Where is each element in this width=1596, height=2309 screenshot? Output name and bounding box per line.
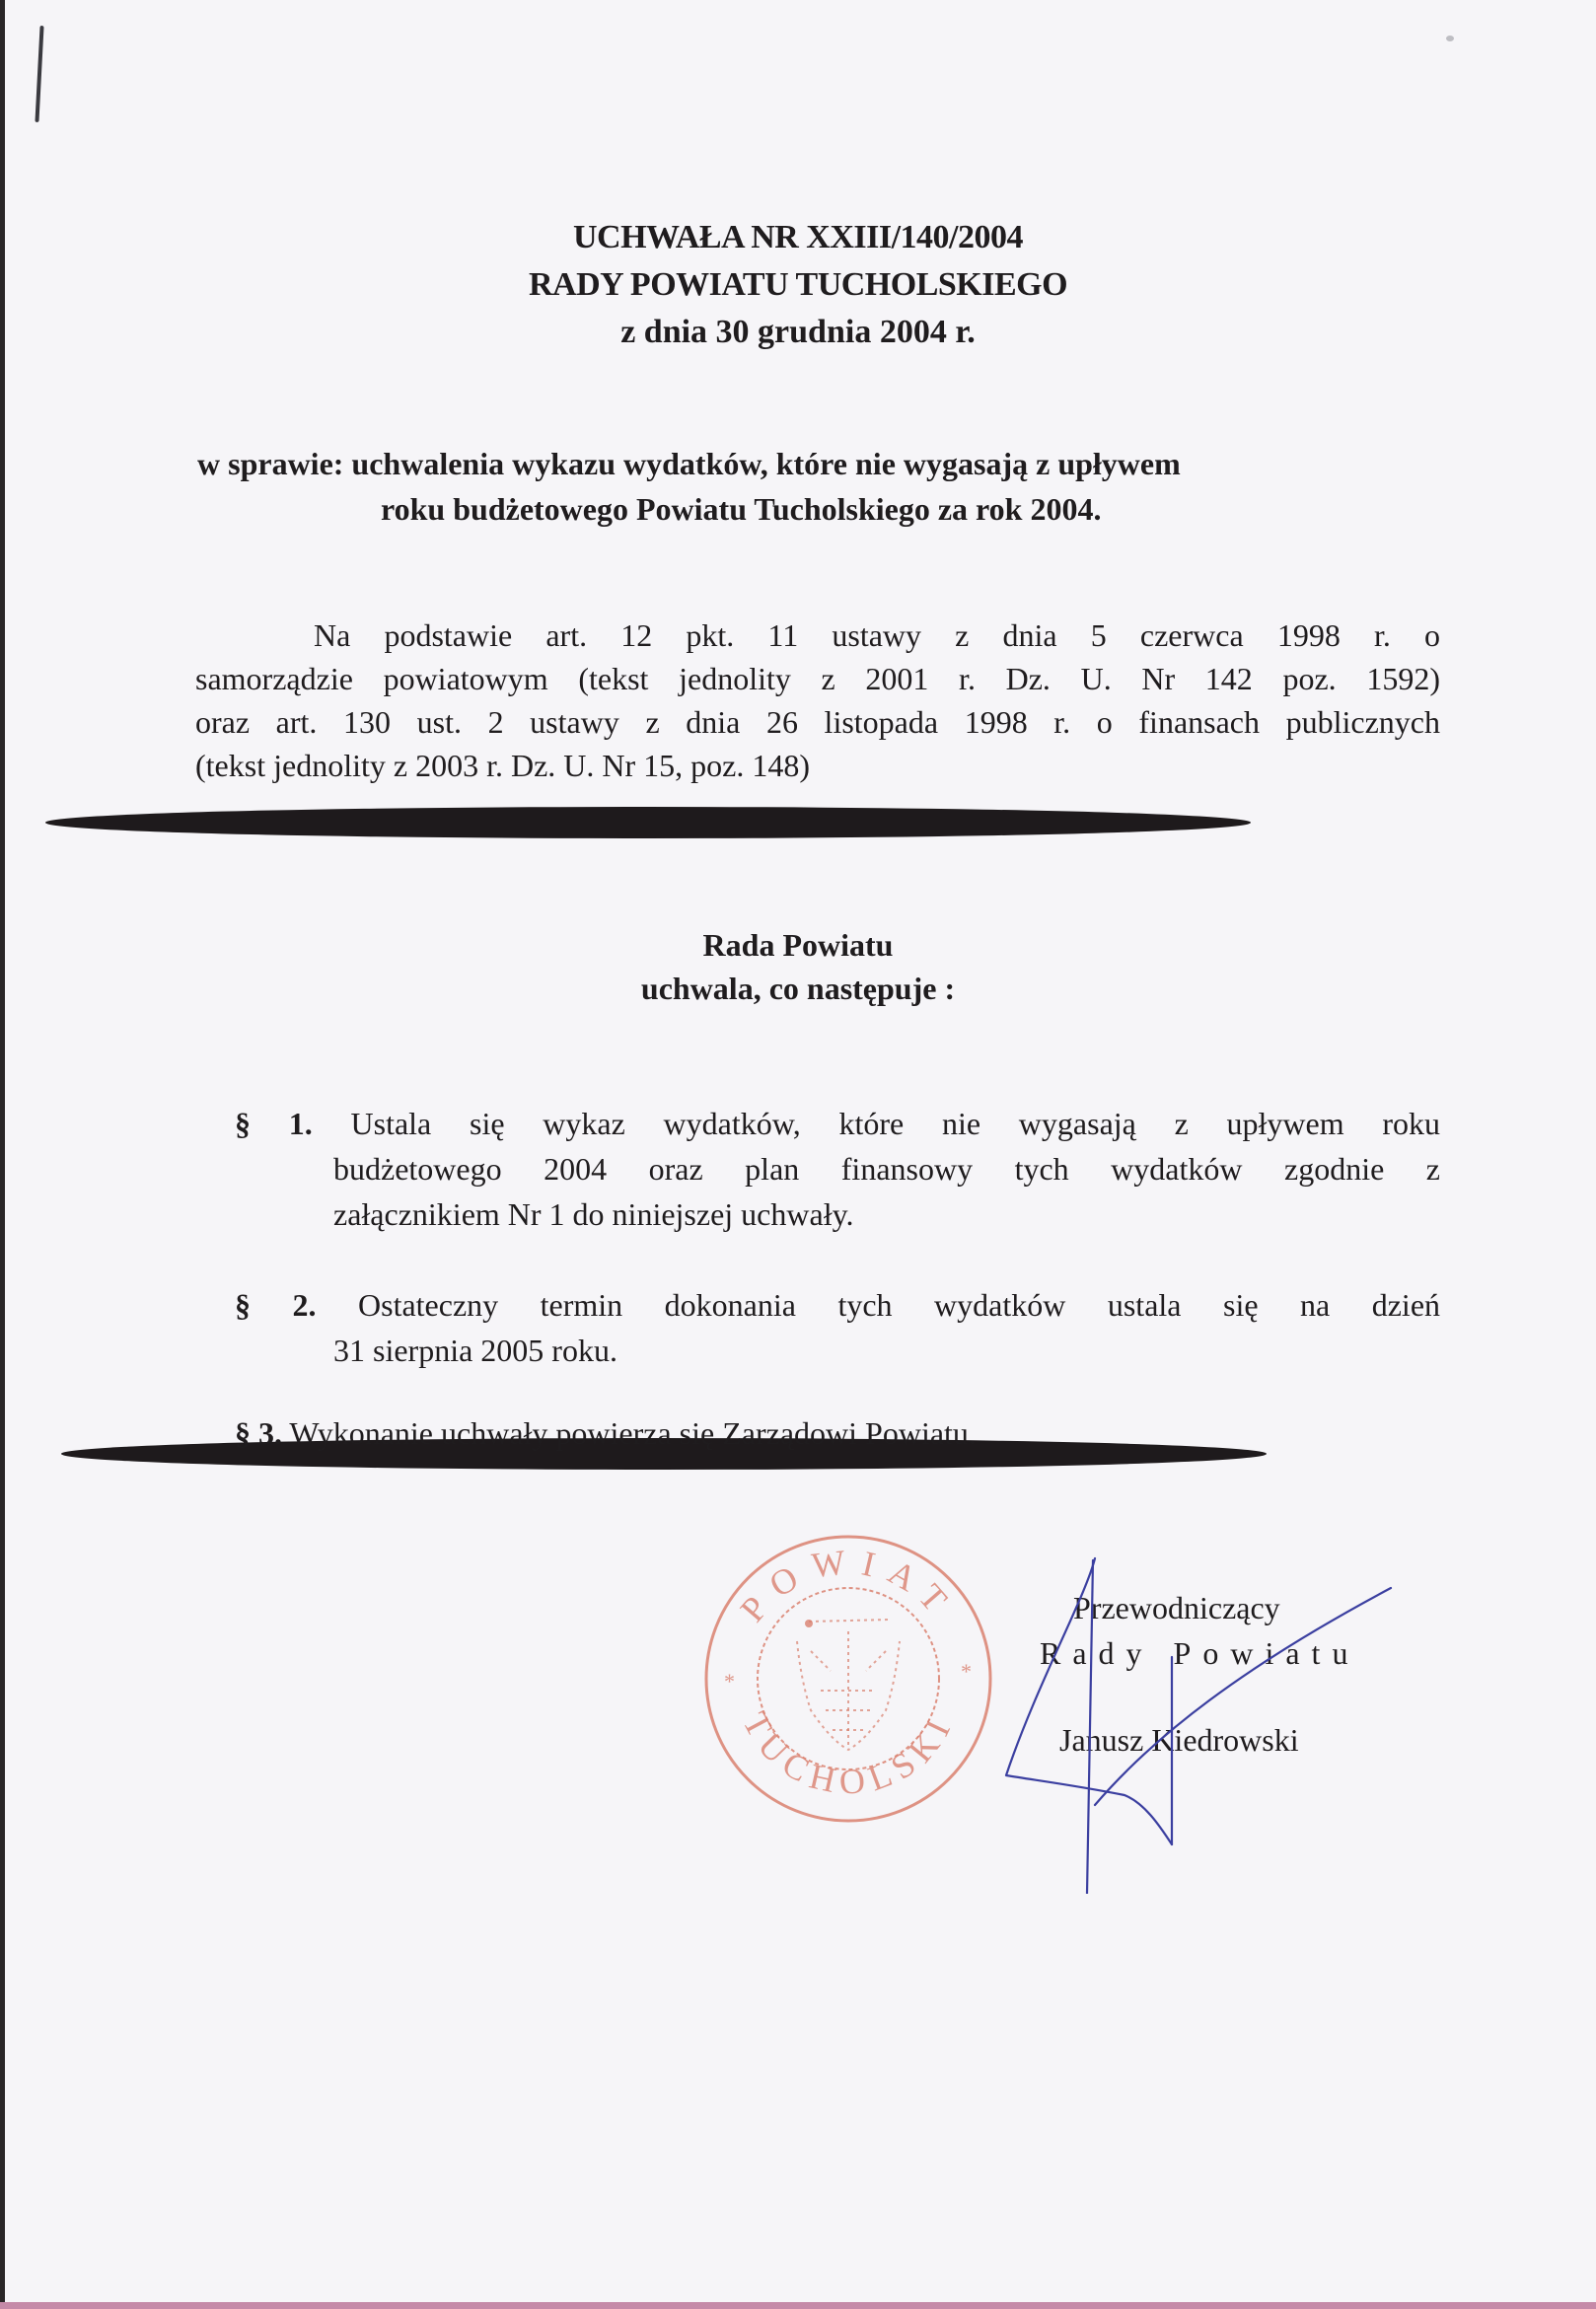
council-heading: Rada Powiatu bbox=[702, 927, 894, 963]
subject-line: w sprawie: uchwalenia wykazu wydatków, które nie wygasają z upływem bbox=[197, 446, 1181, 481]
section-line bbox=[235, 1410, 1440, 1456]
eagle-emblem-icon bbox=[797, 1620, 900, 1750]
punch-hole bbox=[45, 807, 1251, 838]
section-text: Ostateczny termin dokonania tych wydatków ustala się na dzień bbox=[358, 1287, 1441, 1323]
legal-basis bbox=[195, 613, 1440, 787]
section-1 bbox=[235, 1101, 1440, 1237]
seal-bottom-text: TUCHOLSKI bbox=[735, 1705, 962, 1802]
legal-basis-line: oraz art. 130 ust. 2 ustawy z dnia 26 listopada 1998 r. o finansach publicznych bbox=[195, 704, 1440, 740]
section-text: Wykonanie uchwały powierza się Zarządowi Powiatu. bbox=[289, 1415, 977, 1451]
section-2 bbox=[235, 1282, 1440, 1373]
legal-basis-line: samorządzie powiatowym (tekst jednolity z 2001 r. Dz. U. Nr 142 poz. 1592) bbox=[195, 661, 1440, 696]
section-text: Ustala się wykaz wydatków, które nie wygasają z upływem roku bbox=[350, 1106, 1441, 1141]
resolution-number: UCHWAŁA NR XXIII/140/2004 bbox=[573, 219, 1023, 255]
seal-star-icon: * bbox=[724, 1669, 735, 1694]
section-3 bbox=[235, 1410, 1440, 1456]
council-resolves: uchwala, co następuje : bbox=[640, 971, 956, 1006]
section-line: załącznikiem Nr 1 do niniejszej uchwały. bbox=[333, 1196, 854, 1232]
official-seal bbox=[702, 1533, 994, 1825]
council-name: RADY POWIATU TUCHOLSKIEGO bbox=[528, 266, 1068, 303]
section-line bbox=[235, 1282, 1440, 1328]
subject-line: roku budżetowego Powiatu Tucholskiego za rok 2004. bbox=[381, 491, 1102, 527]
signatory-body: Rady Powiatu bbox=[1040, 1635, 1360, 1671]
legal-basis-line: Na podstawie art. 12 pkt. 11 ustawy z dnia 5 czerwca 1998 r. o bbox=[314, 617, 1440, 653]
section-label: § 2. bbox=[235, 1287, 317, 1323]
section-line bbox=[235, 1101, 1440, 1146]
section-label: § 1. bbox=[235, 1106, 313, 1141]
handwritten-signature bbox=[977, 1539, 1411, 1894]
section-line: 31 sierpnia 2005 roku. bbox=[333, 1333, 617, 1368]
scan-speck bbox=[1446, 36, 1454, 41]
signatory-role: Przewodniczący bbox=[1073, 1590, 1280, 1625]
seal-top-text: POWIAT bbox=[732, 1541, 965, 1629]
section-label: § 3. bbox=[235, 1415, 282, 1451]
seal-star-icon: * bbox=[961, 1659, 972, 1684]
legal-basis-line: (tekst jednolity z 2003 r. Dz. U. Nr 15, poz. 148) bbox=[195, 748, 810, 783]
section-line: budżetowego 2004 oraz plan finansowy tych wydatków zgodnie z bbox=[333, 1151, 1440, 1187]
resolution-date: z dnia 30 grudnia 2004 r. bbox=[620, 314, 976, 350]
signatory-name: Janusz Kiedrowski bbox=[1059, 1722, 1299, 1758]
pen-mark bbox=[35, 26, 43, 122]
scan-bottom-edge bbox=[0, 2302, 1596, 2309]
